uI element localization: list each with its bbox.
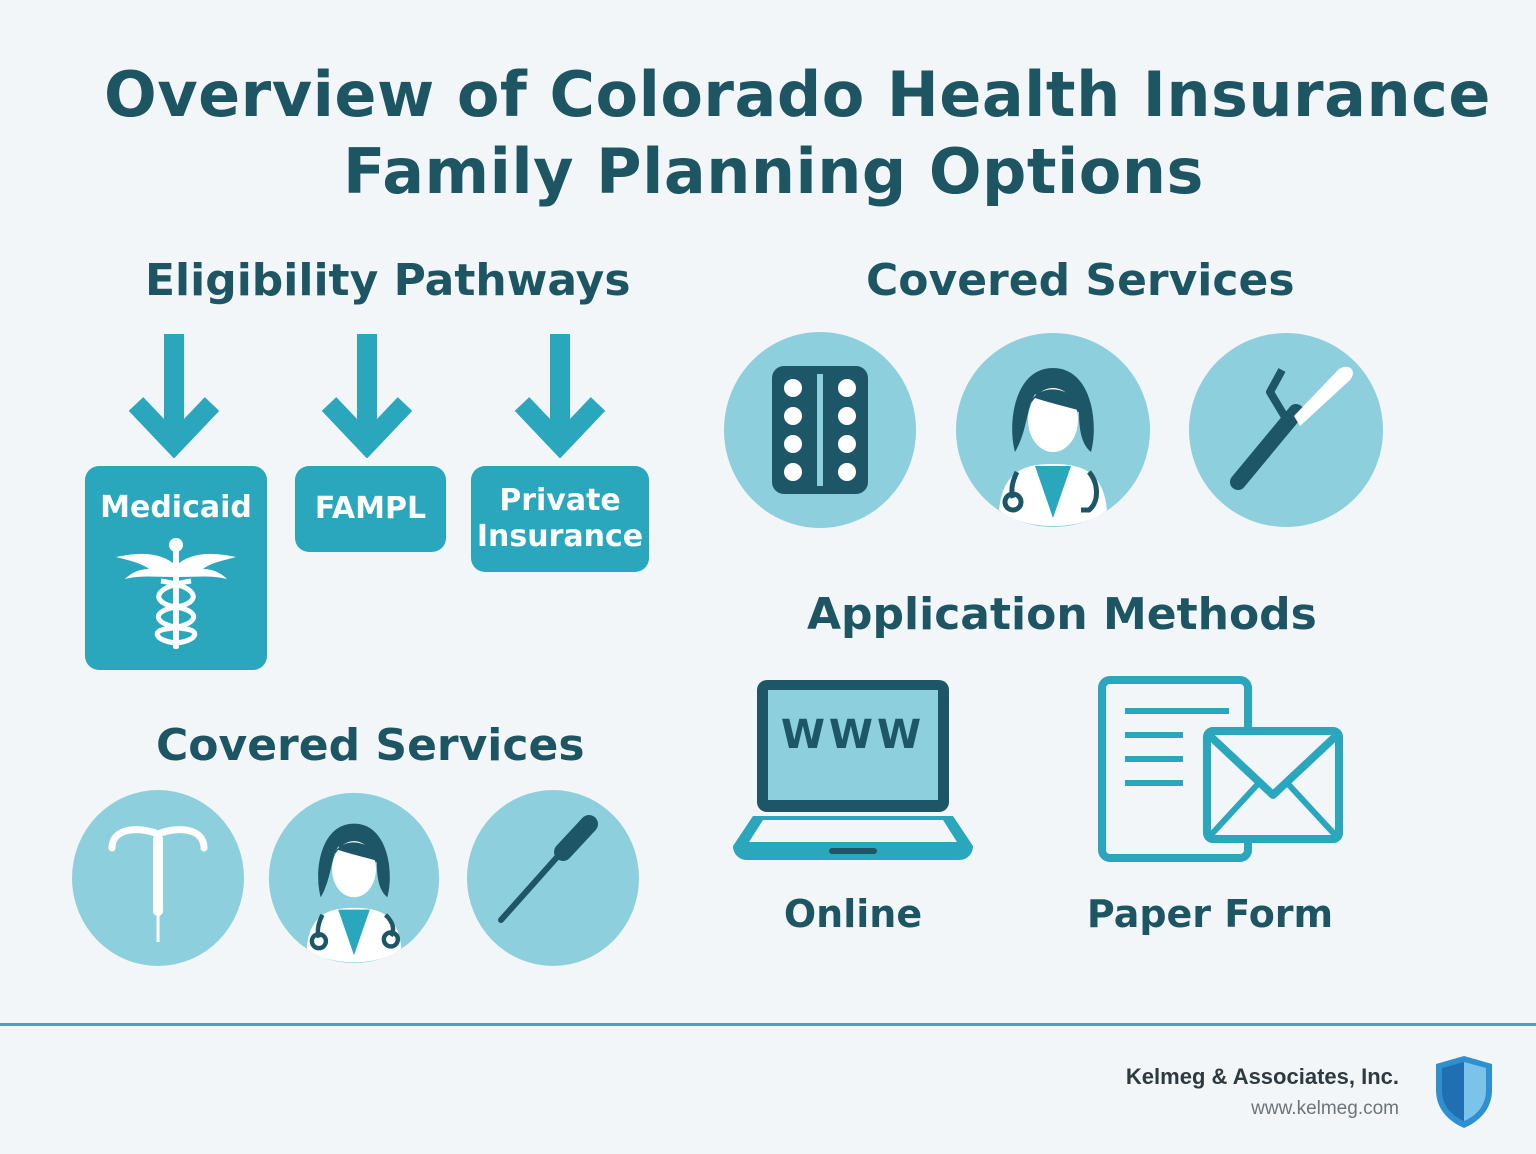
arrow-down-icon [319, 332, 415, 458]
implant-inserter-icon [467, 790, 639, 966]
arrow-down-icon [512, 332, 608, 458]
company-website: www.kelmeg.com [1251, 1098, 1399, 1119]
pill-pack-icon [724, 332, 916, 528]
page-title-line-2: Family Planning Options [343, 135, 1204, 208]
arrow-down-icon [126, 332, 222, 458]
private-insurance-label-line-2: Insurance [476, 519, 644, 554]
fampl-pathway-box [295, 466, 446, 552]
document-envelope-icon [1097, 675, 1347, 865]
paper-form-label: Paper Form [1086, 892, 1334, 936]
eligibility-pathways-heading: Eligibility Pathways [145, 255, 631, 306]
private-insurance-pathway-box [471, 466, 649, 572]
medicaid-label: Medicaid [100, 490, 252, 525]
company-name: Kelmeg & Associates, Inc. [1125, 1064, 1399, 1089]
female-doctor-icon [955, 332, 1151, 528]
fampl-label: FAMPL [314, 491, 427, 526]
laptop-icon [733, 676, 973, 866]
covered-services-heading: Covered Services [866, 255, 1295, 306]
shield-logo-icon [1434, 1054, 1494, 1130]
implant-inserter-icon [1188, 332, 1384, 528]
online-label: Online [783, 892, 923, 936]
page-title-line-1: Overview of Colorado Health Insurance [104, 58, 1491, 131]
female-doctor-icon [268, 790, 440, 966]
private-insurance-label-line-1: Private [499, 483, 621, 518]
laptop-screen-text: WWW [780, 712, 926, 758]
caduceus-icon [111, 533, 241, 653]
iud-icon [72, 790, 244, 966]
application-methods-heading: Application Methods [807, 589, 1317, 640]
footer-divider [0, 1023, 1536, 1026]
medicaid-pathway-box [85, 466, 267, 670]
covered-services-heading-secondary: Covered Services [156, 720, 585, 771]
